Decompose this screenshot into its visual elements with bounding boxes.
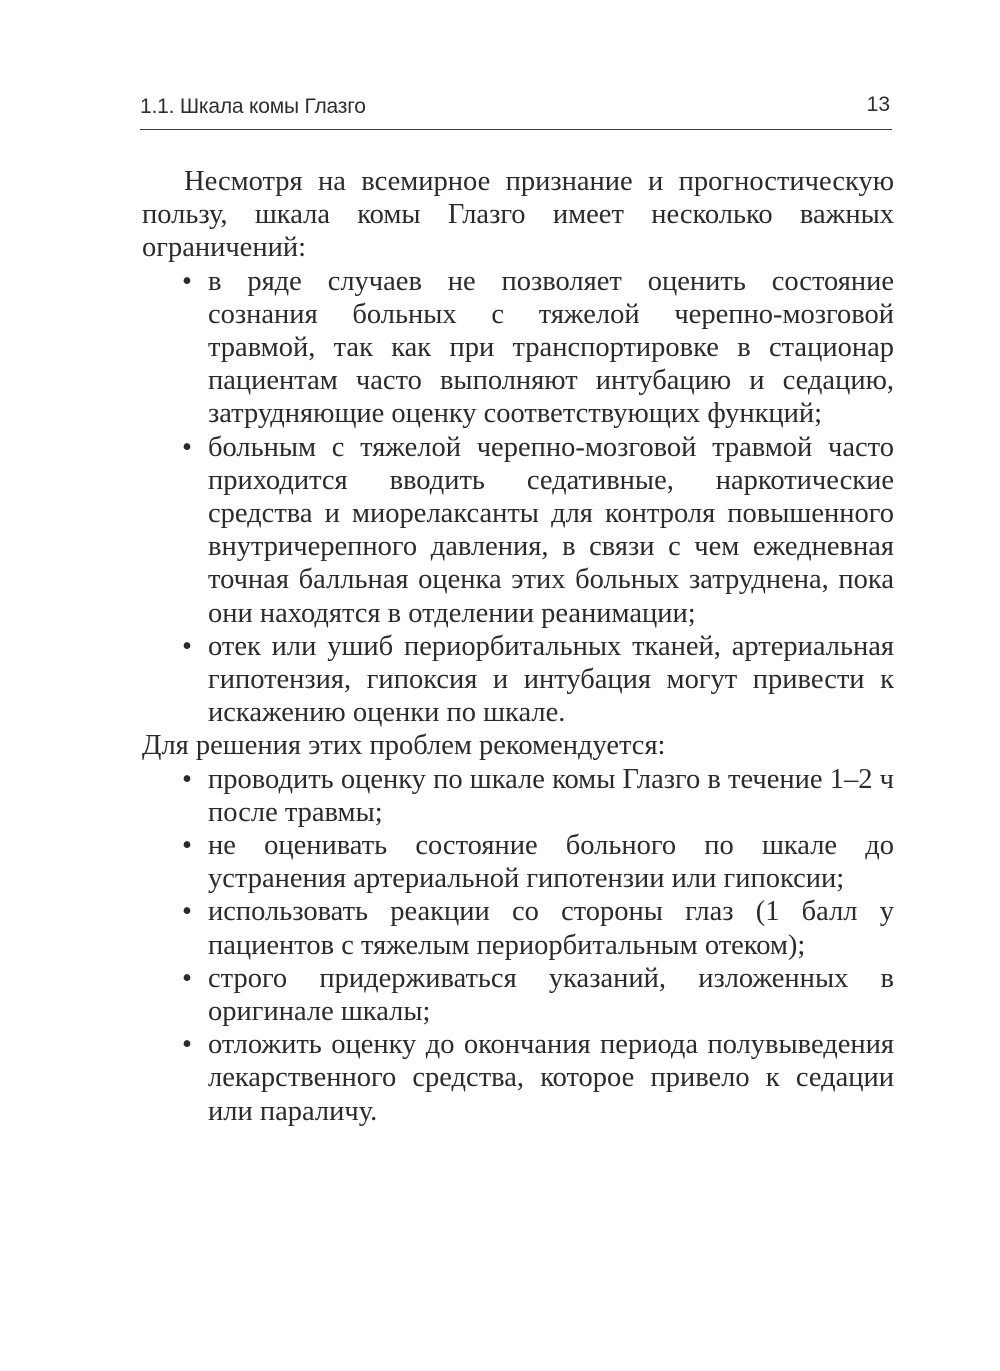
page-header	[140, 93, 892, 130]
bullet-icon: •	[182, 830, 192, 862]
bullet-icon: •	[182, 763, 192, 795]
list-item-text: строго придерживаться указаний, изложенных в оригинале шкалы;	[208, 962, 894, 1028]
running-head: 1.1. Шкала комы Глазго	[140, 95, 366, 118]
limitations-list	[142, 265, 894, 730]
page-number: 13	[866, 93, 890, 116]
list-item-text: отек или ушиб периорбитальных тканей, артериальная гипотензия, гипоксия и интубация могут привести к искажению оценки по шкале.	[208, 630, 894, 729]
list-item	[142, 895, 894, 961]
list-item	[142, 763, 894, 829]
list-item-text: больным с тяжелой черепно-мозговой травмой часто приходится вводить седативные, наркотические средства и миорелаксанты для контроля повышенного внутричерепного давления, в связи с чем ежедневная точная балльная оценка этих больных затруднена, пока они находятся в отделении реанимации;	[208, 431, 894, 629]
bullet-icon: •	[182, 896, 192, 928]
list-item	[142, 265, 894, 431]
list-item-text: отложить оценку до окончания периода полувыведения лекарственного средства, которое привело к седации или параличу.	[208, 1029, 894, 1127]
list-item	[142, 630, 894, 730]
bullet-icon: •	[182, 1029, 192, 1061]
bullet-icon: •	[182, 962, 192, 994]
bullet-icon: •	[182, 630, 192, 662]
list-item	[142, 1028, 894, 1128]
bullet-icon: •	[182, 431, 192, 463]
list-item-text: в ряде случаев не позволяет оценить состояние сознания больных с тяжелой черепно-мозговой травмой, так как при транспортировке в стационар пациентам часто выполняют интубацию и седацию, затрудняющие оценку соответствующих функций;	[208, 265, 894, 430]
list-item	[142, 829, 894, 895]
intro-paragraph: Несмотря на всемирное признание и прогностическую пользу, шкала комы Глазго имеет несколько важных ограничений:	[142, 166, 894, 264]
list-item-text: использовать реакции со стороны глаз (1 балл у пациентов с тяжелым периорбитальным отеком);	[208, 896, 894, 961]
list-item-text: не оценивать состояние больного по шкале до устранения артериальной гипотензии или гипоксии;	[208, 830, 894, 895]
recommendations-intro: Для решения этих проблем рекомендуется:	[142, 730, 666, 762]
list-item-text: проводить оценку по шкале комы Глазго в течение 1–2 ч после травмы;	[208, 763, 894, 828]
list-item	[142, 431, 894, 630]
body-text	[142, 165, 894, 1128]
bullet-icon: •	[182, 265, 192, 297]
list-item	[142, 962, 894, 1028]
recommendations-list	[142, 763, 894, 1128]
